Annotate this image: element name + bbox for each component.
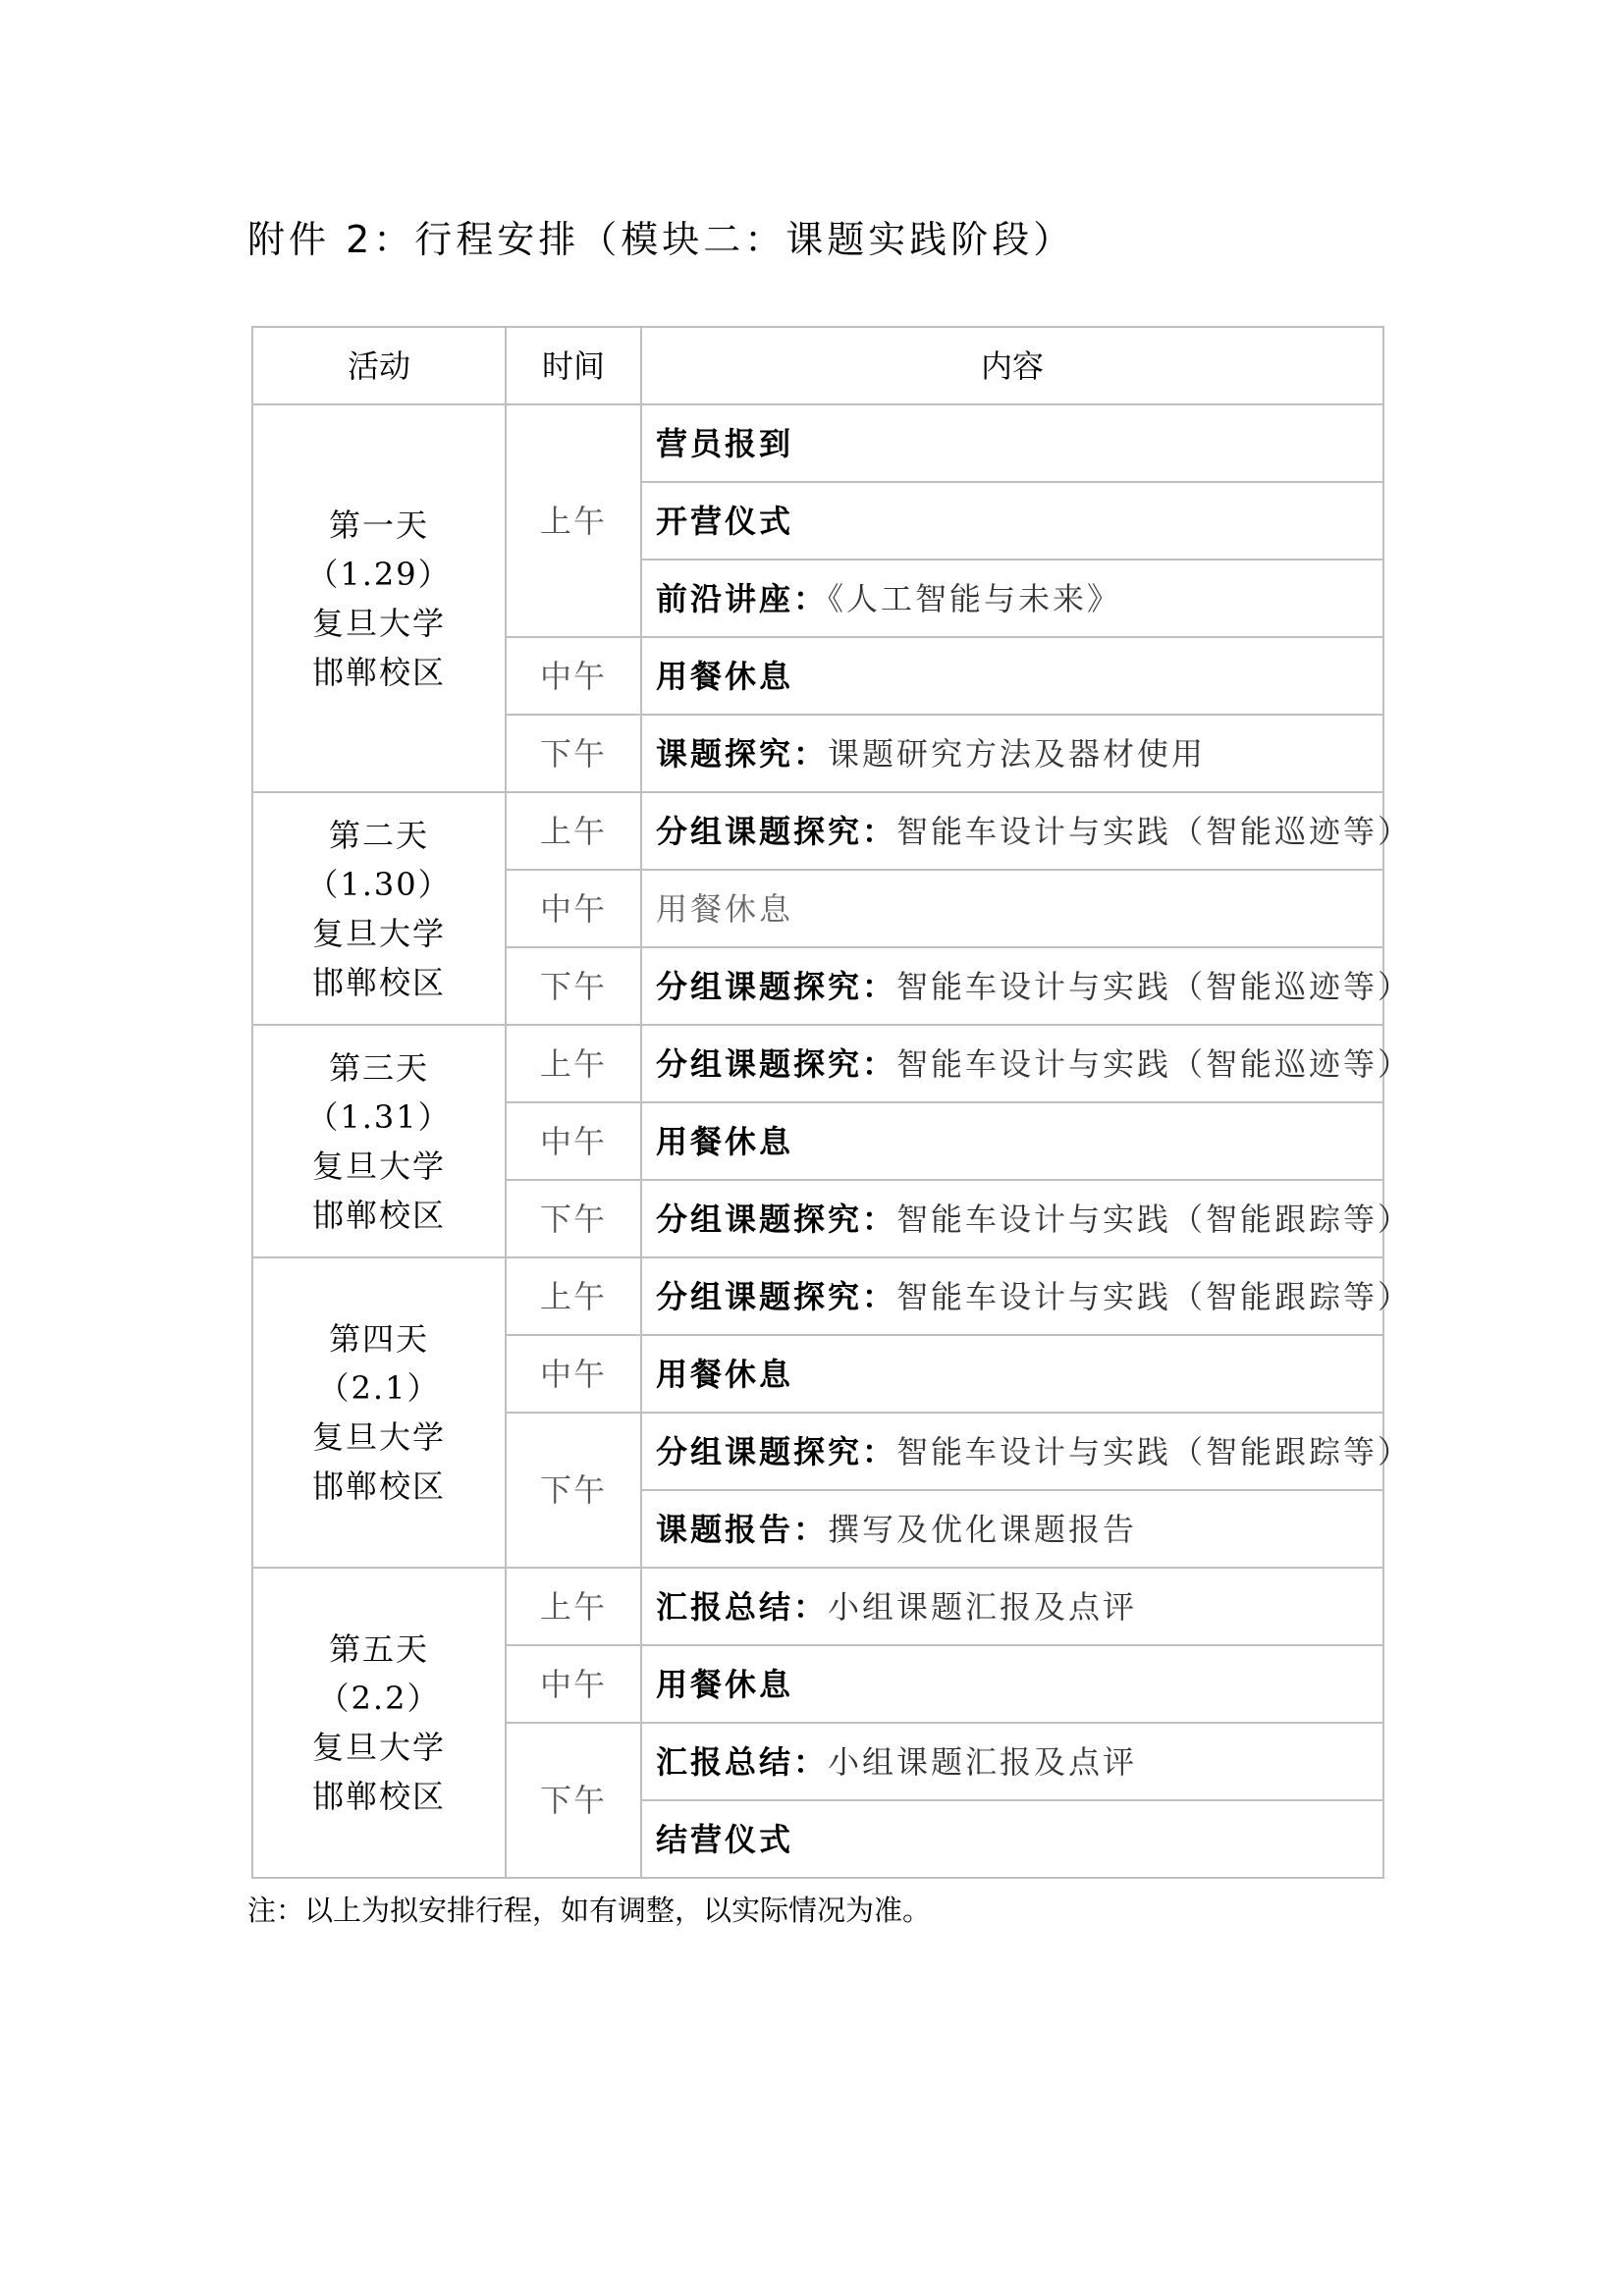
content-cell [641, 1800, 1383, 1878]
content-label: 营员报到 [656, 424, 794, 462]
activity-line1: 第三天 [328, 1048, 429, 1087]
content-cell [641, 1335, 1383, 1413]
header-activity: 活动 [252, 327, 506, 404]
activity-cell [252, 404, 506, 792]
activity-line3: 复旦大学 [311, 1418, 446, 1456]
table-row [252, 1568, 1383, 1645]
activity-line3: 复旦大学 [311, 1729, 446, 1766]
content-cell [641, 1645, 1383, 1723]
activity-line4: 邯郸校区 [311, 1196, 446, 1234]
activity-line1: 第一天 [328, 506, 429, 544]
activity-line1: 第五天 [328, 1630, 429, 1668]
table-header-row [252, 327, 1383, 404]
content-detail: 小组课题汇报及点评 [828, 1742, 1138, 1781]
content-cell [641, 1723, 1383, 1800]
activity-cell [252, 1568, 506, 1878]
content-detail: 智能车设计与实践（智能巡迹等） [896, 812, 1413, 850]
activity-line4: 邯郸校区 [311, 1778, 446, 1815]
time-cell: 下午 [506, 1723, 641, 1878]
content-label: 汇报总结： [656, 1587, 829, 1626]
content-detail: 智能车设计与实践（智能巡迹等） [896, 967, 1413, 1005]
time-cell: 中午 [506, 1102, 641, 1180]
activity-line2: （1.30） [306, 865, 452, 903]
content-detail: 智能车设计与实践（智能跟踪等） [896, 1277, 1413, 1315]
activity-line4: 邯郸校区 [311, 963, 446, 1001]
activity-line4: 邯郸校区 [311, 1468, 446, 1505]
content-cell [641, 870, 1383, 947]
content-label: 课题探究： [656, 734, 829, 773]
content-label: 分组课题探究： [656, 812, 897, 850]
content-detail: 小组课题汇报及点评 [828, 1587, 1138, 1626]
content-cell [641, 560, 1383, 637]
page-title: 附件 2：行程安排（模块二：课题实践阶段） [247, 218, 1075, 261]
content-label: 分组课题探究： [656, 1432, 897, 1470]
time-cell: 上午 [506, 792, 641, 870]
time-cell: 上午 [506, 404, 641, 637]
content-detail: 智能车设计与实践（智能跟踪等） [896, 1200, 1413, 1238]
schedule-body [252, 404, 1413, 1878]
time-cell: 中午 [506, 870, 641, 947]
content-cell [641, 637, 1383, 715]
content-cell [641, 947, 1413, 1025]
content-cell [641, 404, 1383, 482]
content-label: 结营仪式 [656, 1820, 794, 1858]
table-row [252, 404, 1383, 482]
content-cell [641, 1257, 1413, 1335]
activity-cell [252, 1025, 506, 1257]
content-label: 用餐休息 [656, 657, 794, 695]
header-content: 内容 [641, 327, 1383, 404]
activity-line1: 第四天 [328, 1320, 429, 1358]
activity-line3: 复旦大学 [311, 914, 446, 952]
content-cell [641, 792, 1413, 870]
content-label: 分组课题探究： [656, 1200, 897, 1238]
content-cell [641, 715, 1383, 792]
content-detail: 《人工智能与未来》 [828, 579, 1122, 617]
content-detail: 课题研究方法及器材使用 [828, 734, 1207, 773]
footnote: 注：以上为拟安排行程，如有调整，以实际情况为准。 [247, 1894, 932, 1927]
content-cell [641, 1490, 1383, 1568]
content-label: 开营仪式 [656, 502, 794, 540]
content-detail: 撰写及优化课题报告 [828, 1510, 1138, 1548]
header-time: 时间 [506, 327, 641, 404]
content-label: 用餐休息 [656, 1665, 794, 1703]
activity-line2: （1.31） [306, 1097, 452, 1136]
content-label: 分组课题探究： [656, 1044, 897, 1083]
content-label: 分组课题探究： [656, 967, 897, 1005]
time-cell: 上午 [506, 1025, 641, 1102]
time-cell: 上午 [506, 1257, 641, 1335]
content-label: 汇报总结： [656, 1742, 829, 1781]
content-label: 用餐休息 [656, 1355, 794, 1393]
activity-line1: 第二天 [328, 816, 429, 854]
table-row [252, 1025, 1383, 1102]
time-cell: 中午 [506, 1645, 641, 1723]
content-label: 课题报告： [656, 1510, 829, 1548]
content-cell [641, 1102, 1383, 1180]
activity-line3: 复旦大学 [311, 1147, 446, 1185]
content-detail: 智能车设计与实践（智能跟踪等） [896, 1432, 1413, 1470]
time-cell: 下午 [506, 715, 641, 792]
activity-cell [252, 1257, 506, 1568]
content-label: 前沿讲座： [656, 579, 829, 617]
activity-line2: （1.29） [306, 555, 452, 593]
activity-line3: 复旦大学 [311, 604, 446, 642]
time-cell: 下午 [506, 1413, 641, 1568]
time-cell: 下午 [506, 947, 641, 1025]
time-cell: 中午 [506, 637, 641, 715]
time-cell: 中午 [506, 1335, 641, 1413]
activity-line4: 邯郸校区 [311, 653, 446, 691]
activity-cell [252, 792, 506, 1025]
time-cell: 上午 [506, 1568, 641, 1645]
content-cell [641, 1568, 1383, 1645]
content-cell [641, 1025, 1413, 1102]
content-cell [641, 1180, 1413, 1257]
content-cell [641, 482, 1383, 560]
table-row [252, 792, 1383, 870]
content-label: 用餐休息 [656, 889, 794, 928]
content-label: 用餐休息 [656, 1122, 794, 1160]
time-cell: 下午 [506, 1180, 641, 1257]
table-row [252, 1257, 1383, 1335]
content-cell [641, 1413, 1413, 1490]
activity-line2: （2.1） [317, 1369, 441, 1407]
activity-line2: （2.2） [317, 1680, 441, 1717]
content-label: 分组课题探究： [656, 1277, 897, 1315]
content-detail: 智能车设计与实践（智能巡迹等） [896, 1044, 1413, 1083]
schedule-table [251, 326, 1413, 1879]
